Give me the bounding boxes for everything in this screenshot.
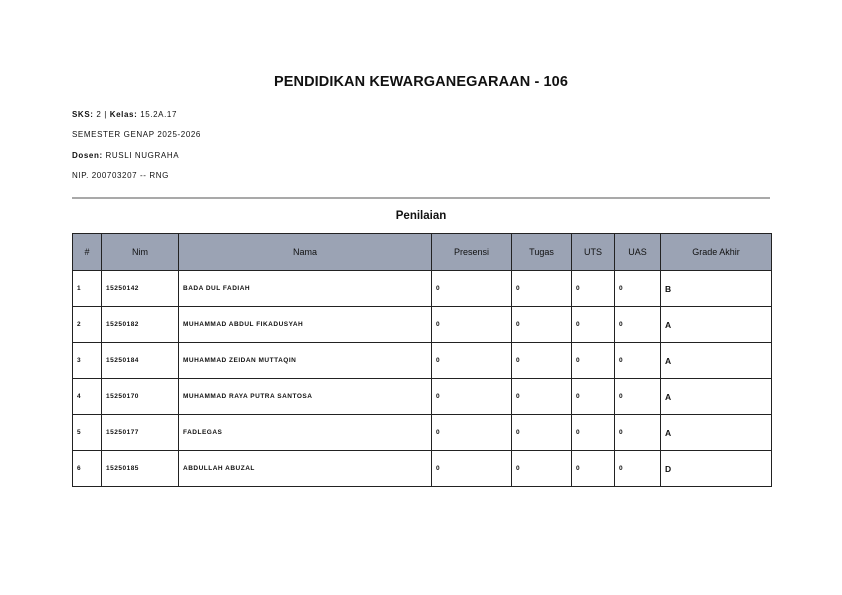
separator: | bbox=[104, 110, 107, 119]
sks-value: 2 bbox=[96, 110, 102, 119]
header-uas: UAS bbox=[615, 234, 661, 271]
cell-grade: B bbox=[661, 271, 772, 307]
cell-tugas: 0 bbox=[512, 451, 572, 487]
cell-number: 2 bbox=[73, 307, 102, 343]
table-row bbox=[73, 379, 772, 415]
table-row bbox=[73, 343, 772, 379]
cell-grade: A bbox=[661, 343, 772, 379]
cell-nim: 15250182 bbox=[102, 307, 179, 343]
cell-number: 3 bbox=[73, 343, 102, 379]
dosen-label: Dosen: bbox=[72, 151, 103, 160]
header-number: # bbox=[73, 234, 102, 271]
cell-uas: 0 bbox=[615, 343, 661, 379]
cell-presensi: 0 bbox=[432, 343, 512, 379]
cell-number: 1 bbox=[73, 271, 102, 307]
semester-line: SEMESTER GENAP 2025-2026 bbox=[72, 130, 201, 139]
document-title: PENDIDIKAN KEWARGANEGARAAN - 106 bbox=[273, 74, 569, 90]
cell-tugas: 0 bbox=[512, 415, 572, 451]
cell-nim: 15250142 bbox=[102, 271, 179, 307]
cell-presensi: 0 bbox=[432, 415, 512, 451]
cell-uts: 0 bbox=[572, 379, 615, 415]
cell-uas: 0 bbox=[615, 415, 661, 451]
cell-uts: 0 bbox=[572, 451, 615, 487]
sks-label: SKS: bbox=[72, 110, 94, 119]
cell-presensi: 0 bbox=[432, 307, 512, 343]
header-presensi: Presensi bbox=[432, 234, 512, 271]
dosen-value: RUSLI NUGRAHA bbox=[105, 151, 180, 160]
header-tugas: Tugas bbox=[512, 234, 572, 271]
kelas-value: 15.2A.17 bbox=[140, 110, 178, 119]
cell-number: 6 bbox=[73, 451, 102, 487]
cell-nama: MUHAMMAD RAYA PUTRA SANTOSA bbox=[179, 379, 432, 415]
section-title: Penilaian bbox=[395, 210, 447, 222]
cell-nama: BADA DUL FADIAH bbox=[179, 271, 432, 307]
cell-nama: MUHAMMAD ZEIDAN MUTTAQIN bbox=[179, 343, 432, 379]
cell-grade: A bbox=[661, 307, 772, 343]
divider bbox=[72, 197, 770, 199]
cell-tugas: 0 bbox=[512, 307, 572, 343]
cell-presensi: 0 bbox=[432, 271, 512, 307]
table-row bbox=[73, 415, 772, 451]
cell-nim: 15250177 bbox=[102, 415, 179, 451]
grades-table bbox=[72, 233, 772, 487]
dosen-line bbox=[72, 151, 179, 160]
cell-uas: 0 bbox=[615, 271, 661, 307]
header-grade-akhir: Grade Akhir bbox=[661, 234, 772, 271]
cell-tugas: 0 bbox=[512, 271, 572, 307]
cell-nama: MUHAMMAD ABDUL FIKADUSYAH bbox=[179, 307, 432, 343]
cell-number: 5 bbox=[73, 415, 102, 451]
cell-tugas: 0 bbox=[512, 343, 572, 379]
sks-kelas-line bbox=[72, 110, 177, 119]
cell-number: 4 bbox=[73, 379, 102, 415]
cell-nama: FADLEGAS bbox=[179, 415, 432, 451]
cell-uts: 0 bbox=[572, 343, 615, 379]
cell-nim: 15250170 bbox=[102, 379, 179, 415]
cell-presensi: 0 bbox=[432, 379, 512, 415]
cell-presensi: 0 bbox=[432, 451, 512, 487]
cell-uas: 0 bbox=[615, 307, 661, 343]
table-row bbox=[73, 307, 772, 343]
cell-uts: 0 bbox=[572, 271, 615, 307]
cell-nama: ABDULLAH ABUZAL bbox=[179, 451, 432, 487]
header-uts: UTS bbox=[572, 234, 615, 271]
cell-grade: D bbox=[661, 451, 772, 487]
cell-uts: 0 bbox=[572, 307, 615, 343]
cell-tugas: 0 bbox=[512, 379, 572, 415]
kelas-label: Kelas: bbox=[109, 110, 138, 119]
table-header-row bbox=[73, 234, 772, 271]
cell-nim: 15250185 bbox=[102, 451, 179, 487]
table-row bbox=[73, 451, 772, 487]
table-row bbox=[73, 271, 772, 307]
cell-uts: 0 bbox=[572, 415, 615, 451]
cell-nim: 15250184 bbox=[102, 343, 179, 379]
cell-grade: A bbox=[661, 379, 772, 415]
cell-uas: 0 bbox=[615, 451, 661, 487]
cell-uas: 0 bbox=[615, 379, 661, 415]
nip-line: NIP. 200703207 -- RNG bbox=[72, 171, 169, 180]
header-nama: Nama bbox=[179, 234, 432, 271]
header-nim: Nim bbox=[102, 234, 179, 271]
cell-grade: A bbox=[661, 415, 772, 451]
